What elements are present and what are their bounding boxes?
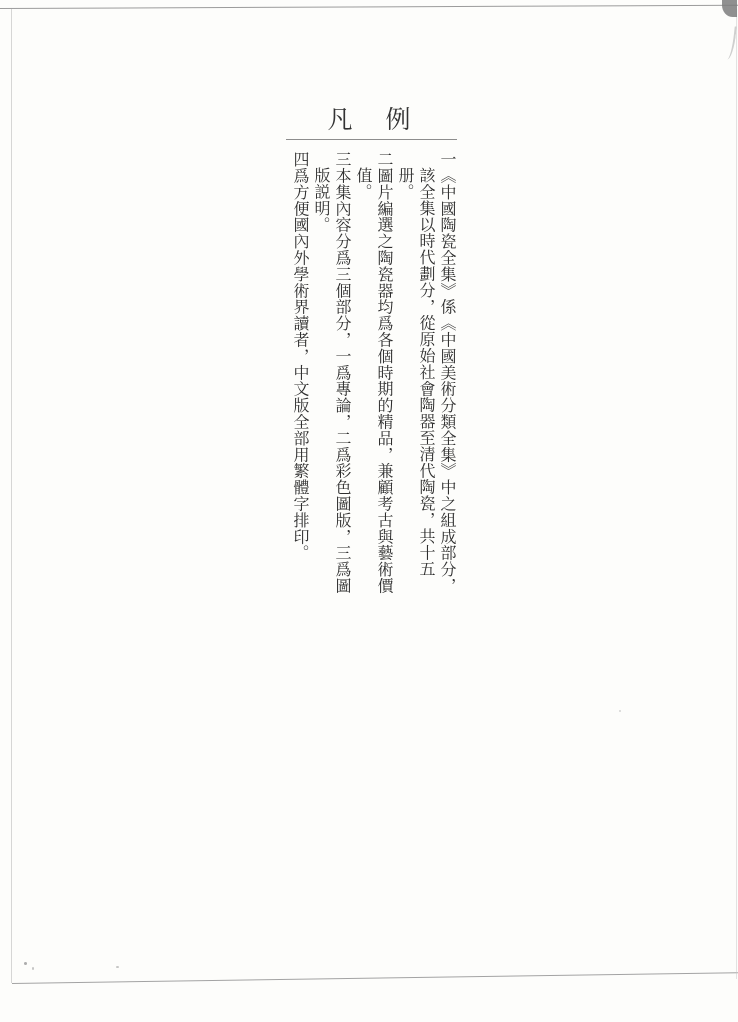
scan-smudge-top-right [722, 0, 737, 17]
item-text: 爲方便國內外學術界讀者，中文版全部用繁體字排印。 [291, 167, 308, 562]
item-number: 一 [438, 151, 455, 168]
page-edge-bottom-line [12, 972, 738, 984]
page-edge-top-line [0, 5, 738, 9]
item-text: 本集內容分爲三個部分，一爲專論，二爲彩色圖版，三爲圖版説明。 [312, 167, 350, 594]
scan-speck [116, 966, 119, 968]
item-number: 三 [333, 151, 350, 168]
fanli-item-4 [289, 151, 310, 597]
scan-speck [24, 962, 27, 965]
title-divider-rule [286, 139, 457, 140]
fanli-item-3 [310, 151, 352, 597]
fanli-item-2 [352, 151, 394, 597]
item-number: 四 [291, 151, 308, 168]
scan-speck [619, 710, 621, 712]
item-number: 二 [375, 151, 392, 168]
item-text: 《中國陶瓷全集》係《中國美術分類全集》中之組成部分，該全集以時代劃分，從原始社會陶器至清代陶瓷，共十五册。 [396, 167, 455, 594]
scan-speck [32, 967, 34, 970]
page-edge-left-line [11, 9, 12, 983]
page-edge-right-line [736, 9, 737, 979]
page-title: 凡 例 [327, 107, 415, 134]
item-text: 圖片編選之陶瓷器均爲各個時期的精品，兼顧考古與藝術價值。 [354, 167, 392, 594]
vertical-text-block [289, 151, 457, 597]
fanli-item-1 [394, 151, 457, 597]
